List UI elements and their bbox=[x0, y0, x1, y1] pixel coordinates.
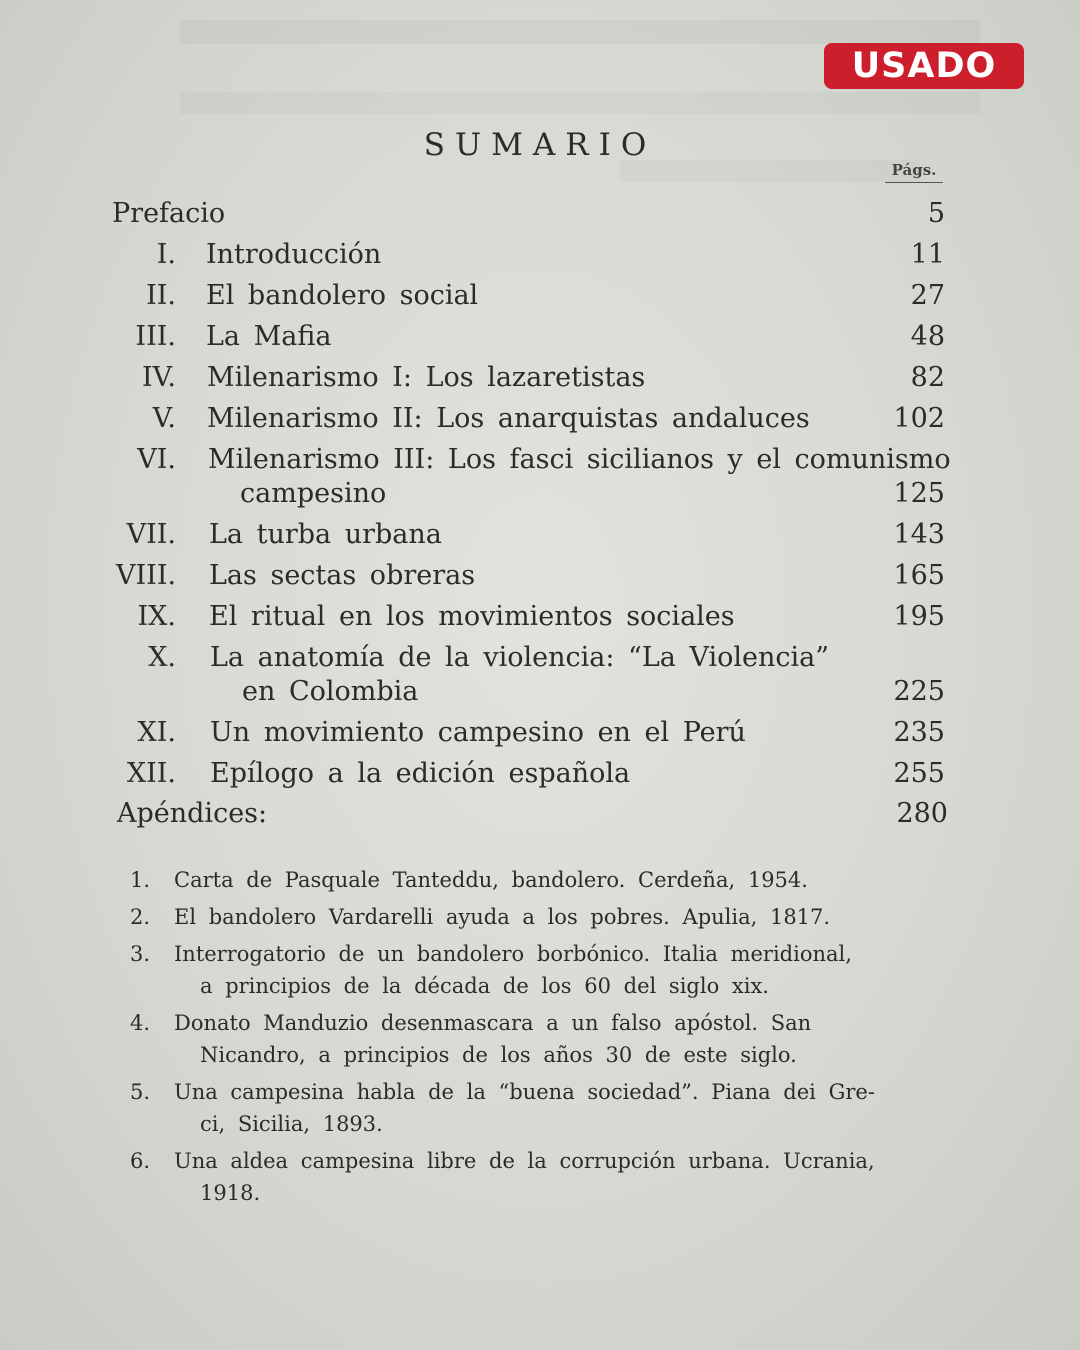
chapter-page: 165 bbox=[893, 560, 945, 591]
chapter-number: I. bbox=[156, 239, 176, 270]
appendix-text: Carta de Pasquale Tanteddu, bandolero. Cerdeña, 1954. bbox=[174, 868, 808, 892]
chapter-number: III. bbox=[135, 321, 176, 352]
chapter-number: XI. bbox=[137, 717, 176, 748]
chapter-title: El ritual en los movimientos sociales bbox=[209, 601, 735, 632]
appendix-text: Interrogatorio de un bandolero borbónico. Italia meridional, bbox=[174, 942, 852, 966]
chapter-number: XII. bbox=[126, 758, 176, 789]
chapter-number: VII. bbox=[126, 519, 176, 550]
bleed-through-shadow bbox=[180, 20, 980, 44]
chapter-title: La anatomía de la violencia: “La Violencia” bbox=[210, 642, 830, 673]
chapter-number: VI. bbox=[137, 444, 176, 475]
appendix-number: 4. bbox=[129, 1011, 150, 1035]
chapter-page: 255 bbox=[893, 758, 945, 789]
appendices-label: Apéndices: bbox=[117, 798, 268, 829]
chapter-title: La turba urbana bbox=[209, 519, 442, 550]
chapter-number: IV. bbox=[141, 362, 176, 393]
chapter-title: Un movimiento campesino en el Perú bbox=[210, 717, 746, 748]
appendix-text: Una aldea campesina libre de la corrupción urbana. Ucrania, bbox=[174, 1149, 875, 1173]
chapter-number: V. bbox=[152, 403, 176, 434]
chapter-page: 235 bbox=[893, 717, 945, 748]
appendix-number: 1. bbox=[129, 868, 150, 892]
chapter-title-continued: campesino bbox=[240, 478, 387, 509]
appendix-number: 2. bbox=[129, 905, 150, 929]
chapter-title: La Mafia bbox=[206, 321, 332, 352]
bleed-through-shadow bbox=[180, 92, 980, 114]
chapter-title-continued: en Colombia bbox=[242, 676, 419, 707]
appendix-number: 3. bbox=[129, 942, 150, 966]
chapter-title: El bandolero social bbox=[206, 280, 479, 311]
chapter-page: 125 bbox=[893, 478, 945, 509]
chapter-title: Milenarismo III: Los fasci sicilianos y el comunismo bbox=[208, 444, 951, 475]
appendix-text-continued: ci, Sicilia, 1893. bbox=[200, 1112, 383, 1136]
chapter-title: Milenarismo II: Los anarquistas andaluces bbox=[207, 403, 810, 434]
chapter-number: VIII. bbox=[116, 560, 177, 591]
chapter-title: Milenarismo I: Los lazaretistas bbox=[207, 362, 646, 393]
appendix-number: 5. bbox=[129, 1080, 150, 1104]
chapter-number: IX. bbox=[137, 601, 176, 632]
pages-column-header: Págs. bbox=[885, 161, 943, 183]
chapter-number: X. bbox=[148, 642, 176, 673]
chapter-page: 27 bbox=[910, 280, 945, 311]
chapter-page: 11 bbox=[910, 239, 945, 270]
appendix-text-continued: 1918. bbox=[200, 1181, 261, 1205]
appendix-text: Una campesina habla de la “buena sociedad”. Piana dei Gre- bbox=[174, 1080, 875, 1104]
appendix-text: Donato Manduzio desenmascara a un falso apóstol. San bbox=[174, 1011, 812, 1035]
chapter-title: Las sectas obreras bbox=[209, 560, 476, 591]
page-title: SUMARIO bbox=[423, 127, 657, 163]
preface-label: Prefacio bbox=[112, 198, 226, 229]
chapter-page: 195 bbox=[893, 601, 945, 632]
chapter-number: II. bbox=[146, 280, 176, 311]
used-badge: USADO bbox=[824, 43, 1024, 89]
chapter-page: 102 bbox=[893, 403, 945, 434]
appendix-text-continued: Nicandro, a principios de los años 30 de este siglo. bbox=[200, 1043, 797, 1067]
appendices-page: 280 bbox=[896, 798, 948, 829]
chapter-page: 82 bbox=[910, 362, 945, 393]
chapter-title: Epílogo a la edición española bbox=[210, 758, 631, 789]
appendix-text-continued: a principios de la década de los 60 del siglo xix. bbox=[200, 974, 769, 998]
chapter-page: 48 bbox=[910, 321, 945, 352]
chapter-title: Introducción bbox=[206, 239, 382, 270]
chapter-page: 225 bbox=[893, 676, 945, 707]
preface-page: 5 bbox=[927, 198, 945, 229]
bleed-through-shadow bbox=[620, 160, 920, 182]
appendix-text: El bandolero Vardarelli ayuda a los pobres. Apulia, 1817. bbox=[174, 905, 831, 929]
chapter-page: 143 bbox=[893, 519, 945, 550]
appendix-number: 6. bbox=[129, 1149, 150, 1173]
